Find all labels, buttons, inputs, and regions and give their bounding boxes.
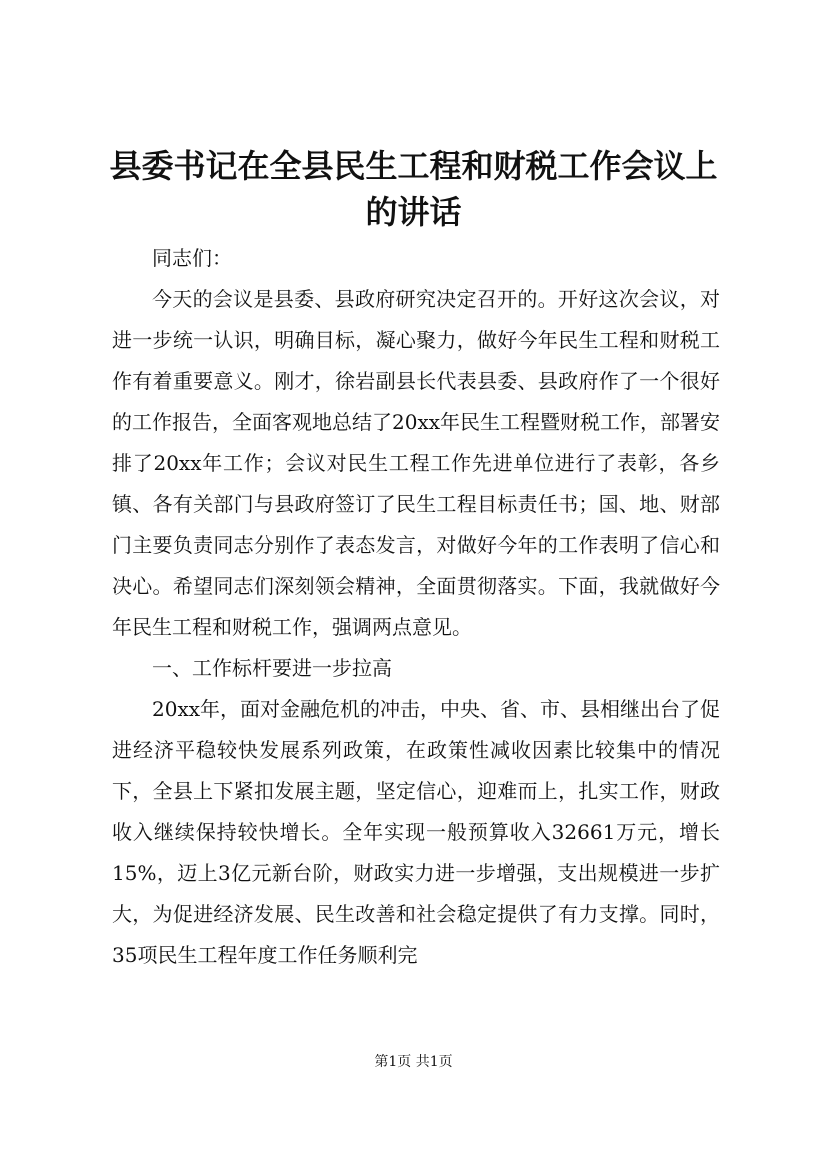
page-footer: 第1页 共1页 <box>374 1054 453 1070</box>
intro-paragraph: 今天的会议是县委、县政府研究决定召开的。开好这次会议，对进一步统一认识，明确目标，凝心聚力，做好今年民生工程和财税工作有着重要意义。刚才，徐岩副县长代表县委、县政府作了一个很好的工作报告，全面客观地总结了20xx年民生工程暨财税工作，部署安排了20xx年工作；会议对民生工程工作先进单位进行了表彰，各乡镇、各有关部门与县政府签订了民生工程目标责任书；国、地、财部门主要负责同志分别作了表态发言，对做好今年的工作表明了信心和决心。希望同志们深刻领会精神，全面贯彻落实。下面，我就做好今年民生工程和财税工作，强调两点意见。 <box>112 287 721 639</box>
document-body <box>112 238 720 976</box>
section-paragraph: 20xx年，面对金融危机的冲击，中央、省、市、县相继出台了促进经济平稳较快发展系列政策，在政策性减收因素比较集中的情况下，全县上下紧扣发展主题，坚定信心，迎难而上，扎实工作，财政收入继续保持较快增长。全年实现一般预算收入32661万元，增长15%，迈上3亿元新台阶，财政实力进一步增强，支出规模进一步扩大，为促进经济发展、民生改善和社会稳定提供了有力支撑。同时，35项民生工程年度工作任务顺利完 <box>112 697 721 967</box>
salutation-paragraph: 同志们： <box>152 246 232 270</box>
document-title: 县委书记在全县民生工程和财税工作会议上的讲话 <box>109 147 718 231</box>
section-heading: 一、工作标杆要进一步拉高 <box>152 656 392 680</box>
